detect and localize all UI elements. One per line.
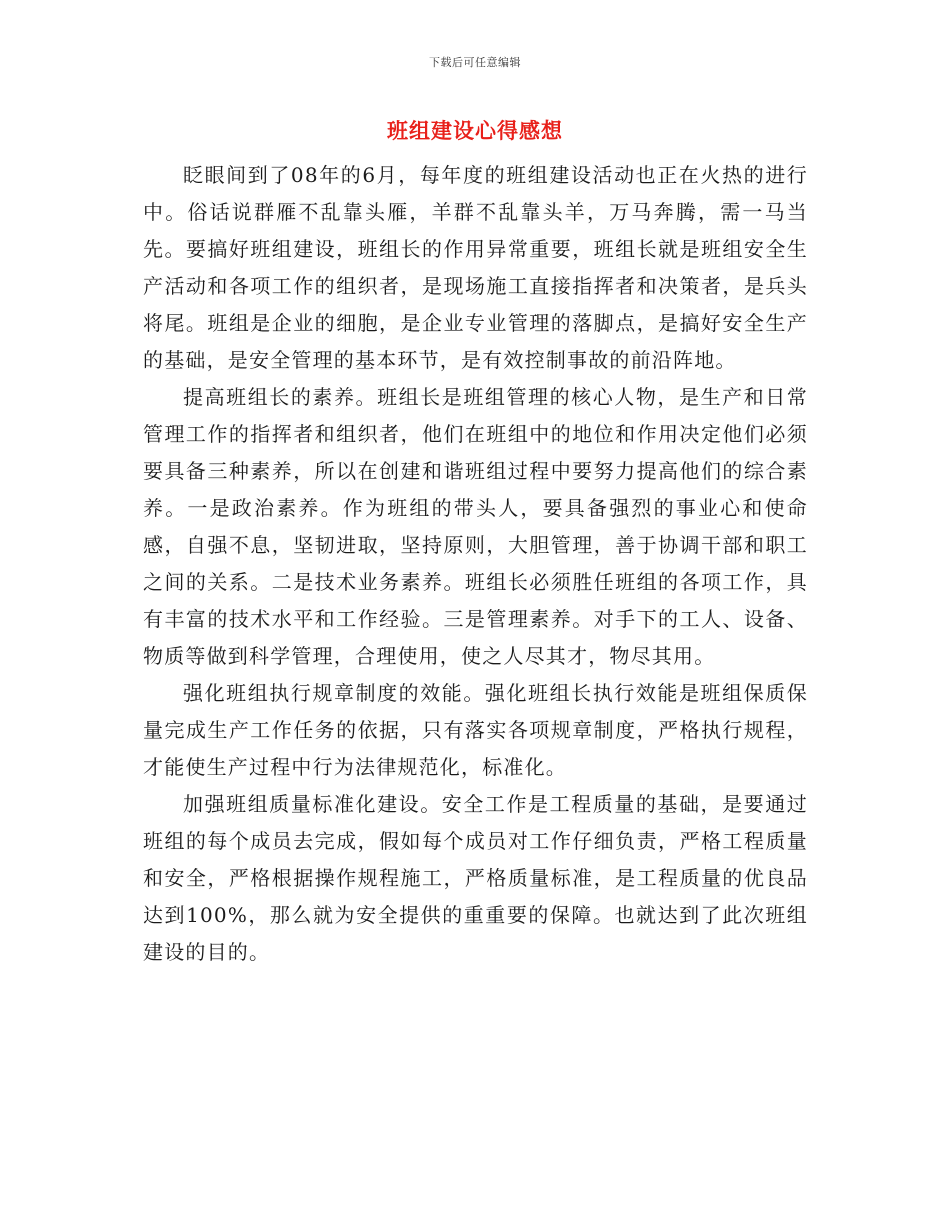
document-body [143,157,808,971]
body-paragraph: 加强班组质量标准化建设。安全工作是工程质量的基础，是要通过班组的每个成员去完成，假如每个成员对工作仔细负责，严格工程质量和安全，严格根据操作规程施工，严格质量标准，是工程质量的优良品达到100%，那么就为安全提供的重重要的保障。也就达到了此次班组建设的目的。 [143,792,808,964]
body-paragraph: 提高班组长的素养。班组长是班组管理的核心人物，是生产和日常管理工作的指挥者和组织者，他们在班组中的地位和作用决定他们必须要具备三种素养，所以在创建和谐班组过程中要努力提高他们的综合素养。一是政治素养。作为班组的带头人，要具备强烈的事业心和使命感，自强不息，坚韧进取，坚持原则，大胆管理，善于协调干部和职工之间的关系。二是技术业务素养。班组长必须胜任班组的各项工作，具有丰富的技术水平和工作经验。三是管理素养。对手下的工人、设备、物质等做到科学管理，合理使用，使之人尽其才，物尽其用。 [143,385,808,668]
body-paragraph: 强化班组执行规章制度的效能。强化班组长执行效能是班组保质保量完成生产工作任务的依据，只有落实各项规章制度，严格执行规程，才能使生产过程中行为法律规范化，标准化。 [143,681,808,779]
body-paragraph: 眨眼间到了08年的6月，每年度的班组建设活动也正在火热的进行中。俗话说群雁不乱靠头雁，羊群不乱靠头羊，万马奔腾，需一马当先。要搞好班组建设，班组长的作用异常重要，班组长就是班组安全生产活动和各项工作的组织者，是现场施工直接指挥者和决策者，是兵头将尾。班组是企业的细胞，是企业专业管理的落脚点，是搞好安全生产的基础，是安全管理的基本环节，是有效控制事故的前沿阵地。 [143,163,808,372]
header-note: 下载后可任意编辑 [429,56,521,69]
document-title: 班组建设心得感想 [387,118,563,143]
